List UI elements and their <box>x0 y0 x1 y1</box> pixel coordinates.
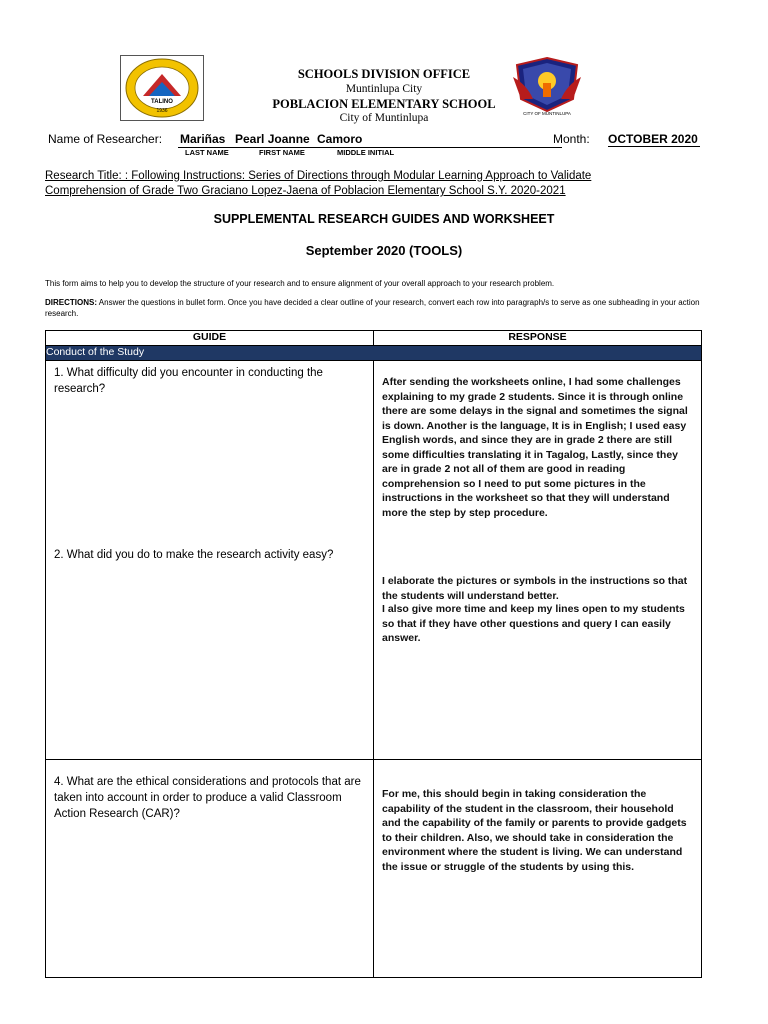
section-label: Conduct of the Study <box>46 346 702 361</box>
response-4: For me, this should begin in taking consideration the capability of the student in the classroom, their household and the capability of the family or parents to provide gadgets to their children. Also, we should take in consideration the environment where the student is living. We can understand the issue or struggle of the students by using this. <box>382 788 687 873</box>
col-response: RESPONSE <box>374 331 702 346</box>
response-1: After sending the worksheets online, I had some challenges explaining to my grade 2 students. Since it is through online there are some delays in the signal and sometimes the signal is down. Another is the language, It is in English; I used easy English words, and since they are in grade 2 there are still some difficulties translating it in Tagalog, Lastly, since they are in grade 2 not all of them are good in reading comprehension so I need to put some pictures in the instructions in the worksheet so that they will understand more the step by step procedure. <box>382 376 688 519</box>
last-name-label: LAST NAME <box>185 148 229 157</box>
table-row <box>46 760 702 978</box>
researcher-name-field <box>178 132 562 148</box>
first-name: Pearl Joanne <box>235 132 310 146</box>
question-4: 4. What are the ethical considerations and protocols that are taken into account in order to produce a valid Classroom Action Research (CAR)? <box>54 776 361 820</box>
response-cell-4 <box>374 760 702 978</box>
directions-text <box>45 297 725 319</box>
guide-table <box>45 330 702 978</box>
research-title-line2: Comprehension of Grade Two Graciano Lopez-Jaena of Poblacion Elementary School S.Y. 2020-2021 <box>45 185 566 197</box>
response-2b: I also give more time and keep my lines open to my students so that if they have other questions and query I can easily answer. <box>382 603 685 644</box>
svg-text:1936: 1936 <box>156 108 168 114</box>
guide-cell-4 <box>46 760 374 978</box>
guide-cell-1 <box>46 361 374 760</box>
col-guide: GUIDE <box>46 331 374 346</box>
svg-text:CITY OF MUNTINLUPA: CITY OF MUNTINLUPA <box>523 111 571 116</box>
response-2a: I elaborate the pictures or symbols in the instructions so that the students will understand better. <box>382 575 688 602</box>
question-2: 2. What did you do to make the research activity easy? <box>54 549 334 561</box>
table-header-row <box>46 331 702 346</box>
worksheet-title: SUPPLEMENTAL RESEARCH GUIDES AND WORKSHEET <box>213 212 555 226</box>
month-label: Month: <box>553 132 590 146</box>
response-cell-1 <box>374 361 702 760</box>
city-name-2: City of Muntinlupa <box>339 112 429 124</box>
city-name: Muntinlupa City <box>345 83 423 95</box>
purpose-text: This form aims to help you to develop the structure of your research and to ensure alignment of your overall approach to your research problem. <box>45 279 555 288</box>
last-name: Mariñas <box>180 132 226 146</box>
research-title <box>45 169 725 199</box>
office-name: SCHOOLS DIVISION OFFICE <box>297 67 471 81</box>
first-name-label: FIRST NAME <box>259 148 305 157</box>
directions-body: Answer the questions in bullet form. Once you have decided a clear outline of your research, convert each row into paragraph/s to serve as one subheading in your action research. <box>45 298 700 318</box>
research-title-line1: Research Title: : Following Instructions: Series of Directions through Modular Learning Approach to Validate <box>45 170 592 182</box>
middle-initial-label: MIDDLE INITIAL <box>337 148 395 157</box>
table-row <box>46 361 702 760</box>
middle-initial: Camoro <box>317 132 363 146</box>
svg-text:TALINO: TALINO <box>151 99 173 105</box>
school-name: POBLACION ELEMENTARY SCHOOL <box>272 97 496 111</box>
directions-label: DIRECTIONS: <box>45 298 97 307</box>
section-row <box>46 346 702 361</box>
question-1: 1. What difficulty did you encounter in conducting the research? <box>54 367 323 395</box>
worksheet-subtitle: September 2020 (TOOLS) <box>305 243 463 258</box>
researcher-label: Name of Researcher: <box>48 132 163 146</box>
month-value: OCTOBER 2020 <box>608 132 698 146</box>
